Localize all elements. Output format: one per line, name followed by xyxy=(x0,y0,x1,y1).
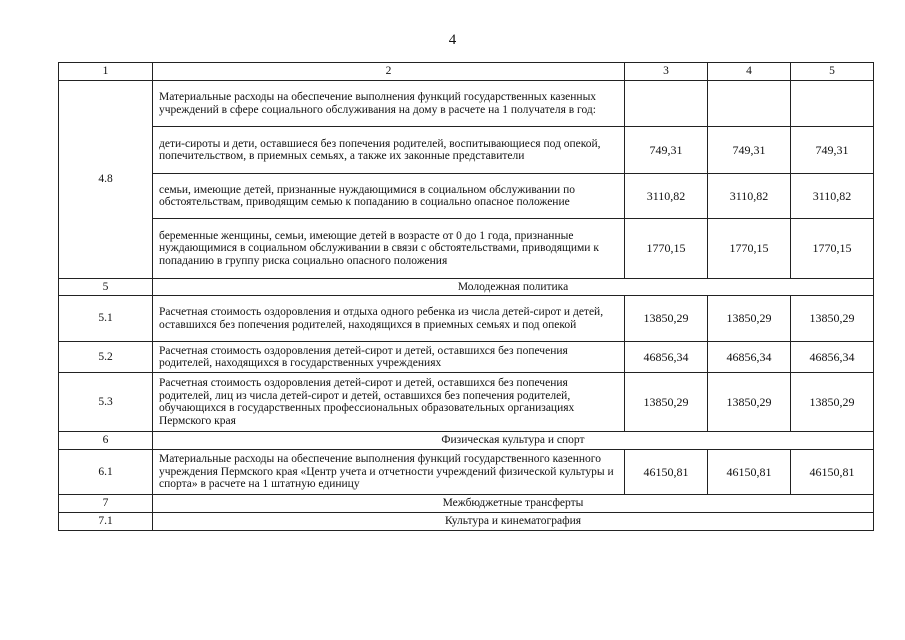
value-cell: 749,31 xyxy=(791,127,874,174)
value-cell xyxy=(708,81,791,127)
row-number: 6.1 xyxy=(59,450,153,495)
value-cell: 46150,81 xyxy=(625,450,708,495)
section-number: 7 xyxy=(59,495,153,513)
value-cell: 749,31 xyxy=(708,127,791,174)
row-text: дети-сироты и дети, оставшиеся без попечения родителей, воспитывающиеся под опекой, попечительством, в приемных семьях, а также их законные представители xyxy=(153,127,625,174)
section-number: 5 xyxy=(59,279,153,296)
table-row xyxy=(59,174,874,219)
value-cell: 46856,34 xyxy=(625,342,708,373)
value-cell: 1770,15 xyxy=(708,219,791,279)
header-row xyxy=(59,63,874,81)
table-row xyxy=(59,296,874,342)
value-cell: 749,31 xyxy=(625,127,708,174)
row-number: 5.2 xyxy=(59,342,153,373)
section-row xyxy=(59,432,874,450)
row-number: 4.8 xyxy=(59,81,153,279)
section-number: 7.1 xyxy=(59,513,153,531)
value-cell: 46856,34 xyxy=(791,342,874,373)
norms-table xyxy=(58,62,874,531)
section-title: Культура и кинематография xyxy=(153,513,874,531)
header-cell-4: 4 xyxy=(708,63,791,81)
value-cell: 13850,29 xyxy=(625,296,708,342)
value-cell: 1770,15 xyxy=(791,219,874,279)
value-cell: 46150,81 xyxy=(708,450,791,495)
value-cell: 3110,82 xyxy=(791,174,874,219)
row-number: 5.1 xyxy=(59,296,153,342)
value-cell: 13850,29 xyxy=(791,373,874,432)
section-title: Молодежная политика xyxy=(153,279,874,296)
page-number: 4 xyxy=(448,32,457,48)
table-row xyxy=(59,219,874,279)
row-text: семьи, имеющие детей, признанные нуждающимися в социальном обслуживании по обстоятельствам, приводящим семью к попаданию в социально опасное положение xyxy=(153,174,625,219)
table-row xyxy=(59,81,874,127)
section-title: Межбюджетные трансферты xyxy=(153,495,874,513)
row-text: беременные женщины, семьи, имеющие детей в возрасте от 0 до 1 года, признанные нуждающимися в социальном обслуживании в связи с обстоятельствами, приводящими к попаданию в группу риска социально опасного положения xyxy=(153,219,625,279)
table-row xyxy=(59,342,874,373)
value-cell xyxy=(625,81,708,127)
value-cell: 46150,81 xyxy=(791,450,874,495)
header-cell-3: 3 xyxy=(625,63,708,81)
section-row xyxy=(59,495,874,513)
header-cell-5: 5 xyxy=(791,63,874,81)
value-cell xyxy=(791,81,874,127)
value-cell: 13850,29 xyxy=(708,373,791,432)
row-text: Материальные расходы на обеспечение выполнения функций государственного казенного учреждения Пермского края «Центр учета и отчетности учреждений физической культуры и спорта» в расчете на 1 штатную единицу xyxy=(153,450,625,495)
table-row xyxy=(59,373,874,432)
table-row xyxy=(59,127,874,174)
row-text: Расчетная стоимость оздоровления и отдыха одного ребенка из числа детей-сирот и детей, оставшихся без попечения родителей, находящихся в приемных семьях и под опекой xyxy=(153,296,625,342)
section-row xyxy=(59,513,874,531)
section-number: 6 xyxy=(59,432,153,450)
row-number: 5.3 xyxy=(59,373,153,432)
section-row xyxy=(59,279,874,296)
header-cell-2: 2 xyxy=(153,63,625,81)
value-cell: 13850,29 xyxy=(708,296,791,342)
row-text: Расчетная стоимость оздоровления детей-сирот и детей, оставшихся без попечения родителей, лиц из числа детей-сирот и детей, оставшихся без попечения родителей, обучающихся в государственных профессиональных образовательных организациях Пермского края xyxy=(153,373,625,432)
table-row xyxy=(59,450,874,495)
value-cell: 46856,34 xyxy=(708,342,791,373)
value-cell: 13850,29 xyxy=(791,296,874,342)
section-title: Физическая культура и спорт xyxy=(153,432,874,450)
row-text: Материальные расходы на обеспечение выполнения функций государственных казенных учреждений в сфере социального обслуживания на дому в расчете на 1 получателя в год: xyxy=(153,81,625,127)
value-cell: 13850,29 xyxy=(625,373,708,432)
value-cell: 3110,82 xyxy=(708,174,791,219)
value-cell: 3110,82 xyxy=(625,174,708,219)
header-cell-1: 1 xyxy=(59,63,153,81)
value-cell: 1770,15 xyxy=(625,219,708,279)
row-text: Расчетная стоимость оздоровления детей-сирот и детей, оставшихся без попечения родителей, находящихся в государственных учреждениях xyxy=(153,342,625,373)
